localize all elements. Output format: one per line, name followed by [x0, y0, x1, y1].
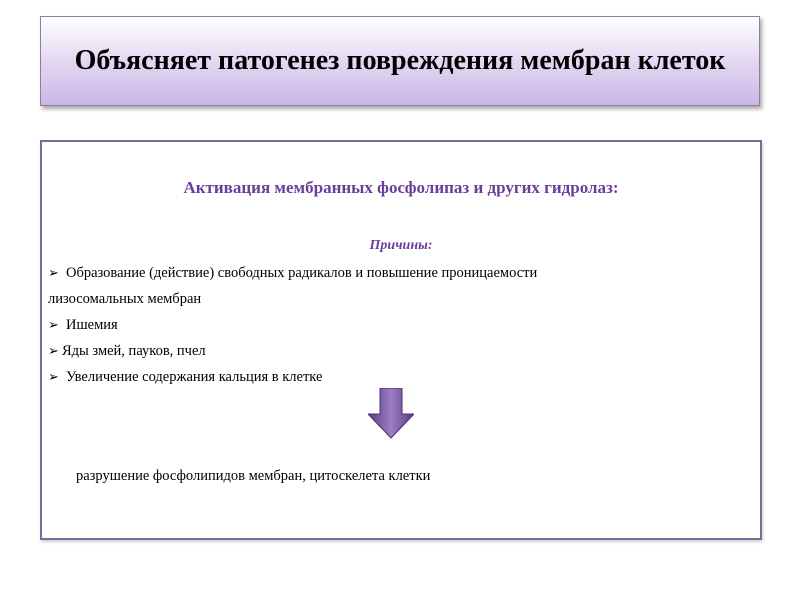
- list-item: ➢ Образование (действие) свободных радикалов и повышение проницаемости: [48, 260, 748, 286]
- section-heading: Активация мембранных фосфолипаз и других гидролаз:: [183, 178, 619, 197]
- checkmark-arrow-icon: ➢: [48, 343, 59, 358]
- slide-title: Объясняет патогенез повреждения мембран клеток: [74, 45, 726, 76]
- title-box: [40, 16, 760, 106]
- checkmark-arrow-icon: ➢: [48, 317, 59, 332]
- reasons-list: [48, 260, 748, 390]
- list-item: ➢ Увеличение содержания кальция в клетке: [48, 364, 748, 390]
- result-text: разрушение фосфолипидов мембран, цитоскелета клетки: [76, 468, 431, 484]
- list-item: ➢ Ишемия: [48, 312, 748, 338]
- down-arrow-icon: [368, 388, 414, 440]
- reasons-title: Причины:: [369, 238, 433, 253]
- checkmark-arrow-icon: ➢: [48, 369, 59, 384]
- content-box: [40, 140, 762, 540]
- list-item-continuation: лизосомальных мембран: [48, 291, 202, 307]
- list-item: ➢ Яды змей, пауков, пчел: [48, 338, 748, 364]
- checkmark-arrow-icon: ➢: [48, 265, 59, 280]
